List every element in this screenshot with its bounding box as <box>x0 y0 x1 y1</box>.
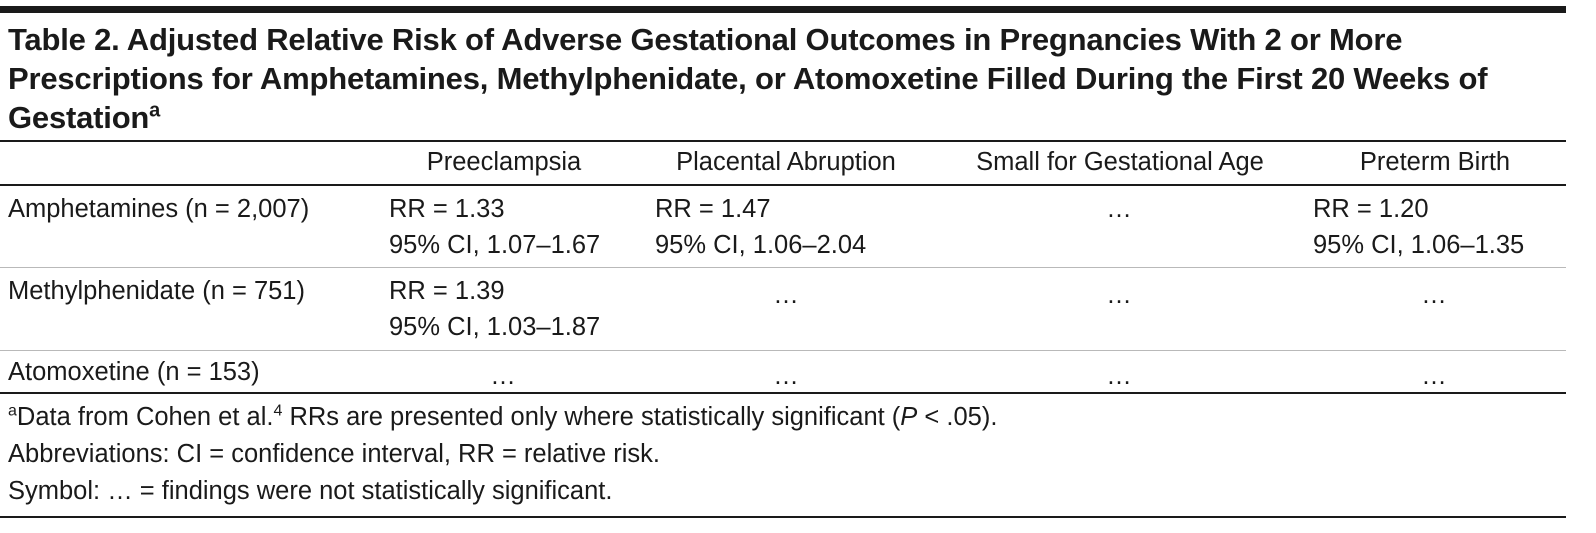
ci-value: 95% CI, 1.06–2.04 <box>655 231 867 259</box>
rr-value: RR = 1.20 <box>1313 195 1429 223</box>
footnote-text: < .05). <box>917 403 998 431</box>
ci-value: 95% CI, 1.03–1.87 <box>389 313 601 341</box>
top-rule <box>0 6 1566 13</box>
not-significant-marker: … <box>1421 362 1449 390</box>
table-title <box>8 20 1558 137</box>
header-bottom-rule <box>0 184 1566 186</box>
footnote-a <box>8 399 997 435</box>
not-significant-marker: … <box>1106 362 1134 390</box>
rr-value: RR = 1.33 <box>389 195 505 223</box>
not-significant-marker: … <box>773 362 801 390</box>
row-label-methylphenidate: Methylphenidate (n = 751) <box>8 277 305 305</box>
column-header-preterm-birth: Preterm Birth <box>1359 148 1511 176</box>
ci-value: 95% CI, 1.07–1.67 <box>389 231 601 259</box>
ci-value: 95% CI, 1.06–1.35 <box>1313 231 1525 259</box>
column-header-placental-abruption: Placental Abruption <box>676 148 896 176</box>
footnote-marker: a <box>8 402 17 420</box>
not-significant-marker: … <box>773 281 801 309</box>
bottom-rule <box>0 516 1566 518</box>
footnote-text: RRs are presented only where statistically significant ( <box>282 403 901 431</box>
row-label-atomoxetine: Atomoxetine (n = 153) <box>8 358 260 386</box>
column-header-preeclampsia: Preeclampsia <box>426 148 582 176</box>
rr-value: RR = 1.47 <box>655 195 771 223</box>
header-top-rule <box>0 140 1566 142</box>
row-divider <box>0 350 1566 351</box>
column-header-small-for-gestational-age: Small for Gestational Age <box>976 148 1264 176</box>
table-bottom-rule <box>0 392 1566 394</box>
not-significant-marker: … <box>1106 281 1134 309</box>
not-significant-marker: … <box>490 362 518 390</box>
not-significant-marker: … <box>1421 281 1449 309</box>
footnote-text: Data from Cohen et al. <box>16 403 274 431</box>
footnote-abbreviations: Abbreviations: CI = confidence interval, RR = relative risk. <box>8 440 660 468</box>
p-symbol: P <box>900 403 918 431</box>
footnote-symbol: Symbol: … = findings were not statistically significant. <box>8 477 613 505</box>
table-title-text: Table 2. Adjusted Relative Risk of Adverse Gestational Outcomes in Pregnancies With 2 or More Prescriptions for Amphetamines, Methylphenidate, or Atomoxetine Filled During the First 20 Weeks of Gestation <box>8 22 1488 135</box>
not-significant-marker: … <box>1106 195 1134 223</box>
title-footnote-marker: a <box>149 99 161 122</box>
row-divider <box>0 267 1566 268</box>
reference-marker: 4 <box>273 402 283 420</box>
row-label-amphetamines: Amphetamines (n = 2,007) <box>8 195 310 223</box>
rr-value: RR = 1.39 <box>389 277 505 305</box>
